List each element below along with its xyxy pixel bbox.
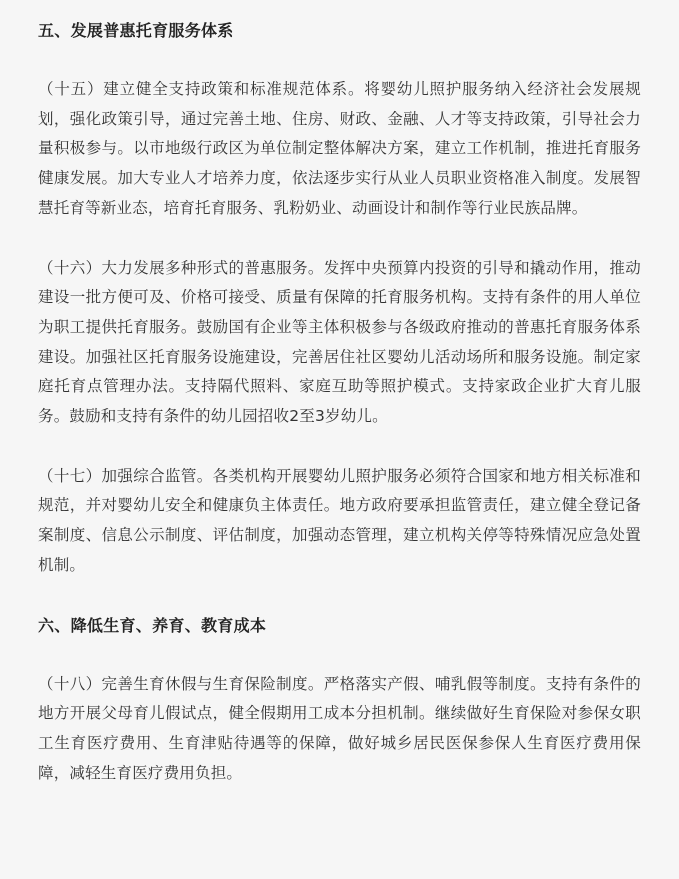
paragraph-15: （十五）建立健全支持政策和标准规范体系。将婴幼儿照护服务纳入经济社会发展规划，强化政策引导，通过完善土地、住房、财政、金融、人才等支持政策，引导社会力量积极参与。以市地级行政区为单位制定整体解决方案，建立工作机制，推进托育服务健康发展。加大专业人才培养力度，依法逐步实行从业人员职业资格准入制度。发展智慧托育等新业态，培育托育服务、乳粉奶业、动画设计和制作等行业民族品牌。 <box>38 80 641 217</box>
paragraph-16: （十六）大力发展多种形式的普惠服务。发挥中央预算内投资的引导和撬动作用，推动建设一批方便可及、价格可接受、质量有保障的托育服务机构。支持有条件的用人单位为职工提供托育服务。鼓励国有企业等主体积极参与各级政府推动的普惠托育服务体系建设。加强社区托育服务设施建设，完善居住社区婴幼儿活动场所和服务设施。制定家庭托育点管理办法。支持隔代照料、家庭互助等照护模式。支持家政企业扩大育儿服务。鼓励和支持有条件的幼儿园招收2至3岁幼儿。 <box>38 258 641 426</box>
section-heading-5: 五、发展普惠托育服务体系 <box>38 21 234 40</box>
section-heading-6: 六、降低生育、养育、教育成本 <box>38 615 267 635</box>
paragraph-17: （十七）加强综合监管。各类机构开展婴幼儿照护服务必须符合国家和地方相关标准和规范，并对婴幼儿安全和健康负主体责任。地方政府要承担监管责任，建立健全登记备案制度、信息公示制度、评估制度，加强动态管理，建立机构关停等特殊情况应急处置机制。 <box>38 466 641 574</box>
paragraph-18: （十八）完善生育休假与生育保险制度。严格落实产假、哺乳假等制度。支持有条件的地方开展父母育儿假试点，健全假期用工成本分担机制。继续做好生育保险对参保女职工生育医疗费用、生育津贴待遇等的保障，做好城乡居民医保参保人生育医疗费用保障，减轻生育医疗费用负担。 <box>38 674 641 782</box>
